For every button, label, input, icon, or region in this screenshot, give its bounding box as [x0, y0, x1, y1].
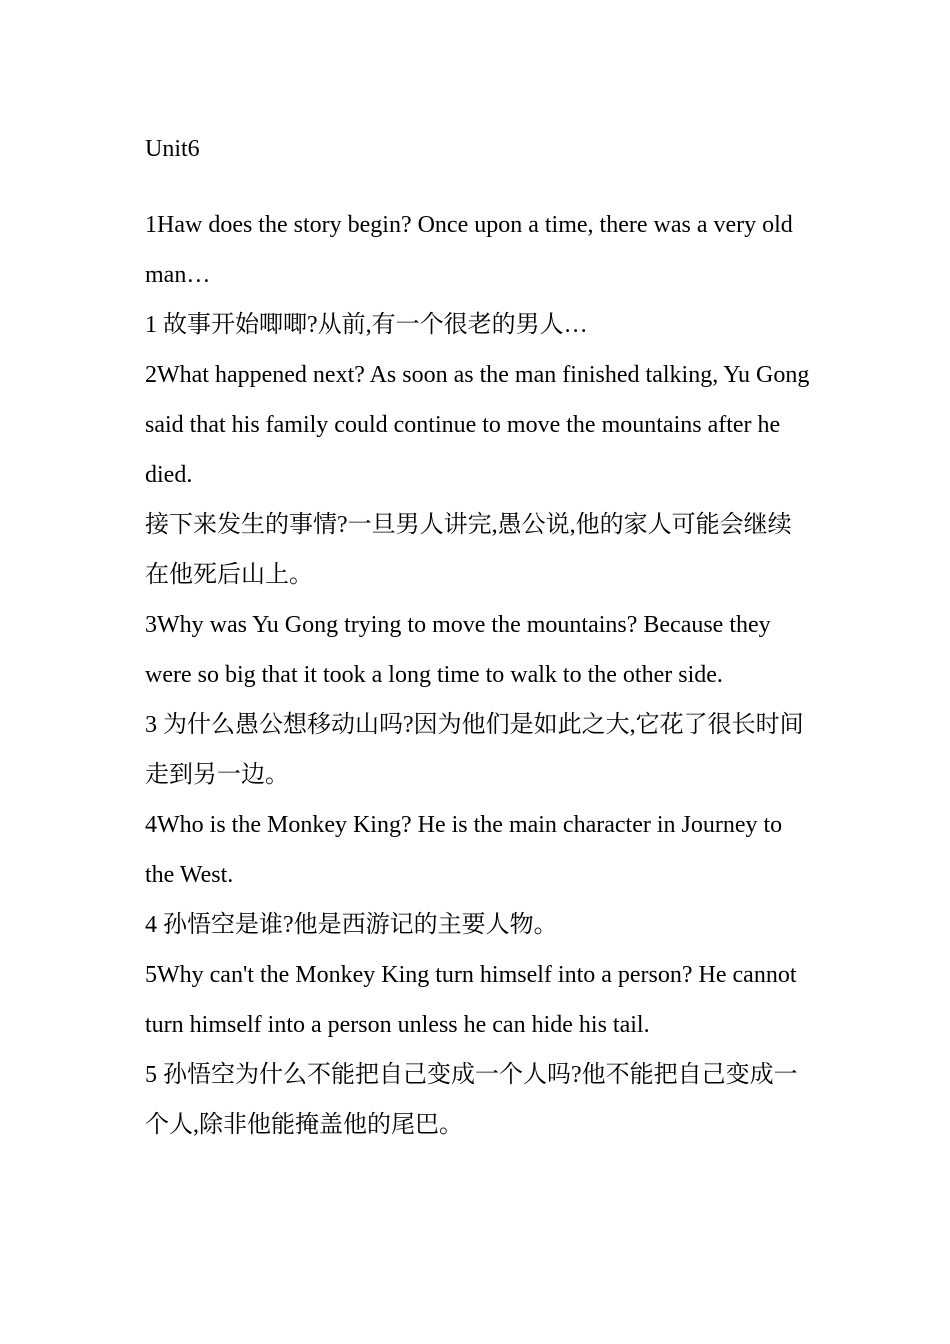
paragraph-q2-english: 2What happened next? As soon as the man finished talking, Yu Gong said that his family could continue to move the mountains after he died. [145, 362, 810, 488]
paragraph-q4-english: 4Who is the Monkey King? He is the main character in Journey to the West. [145, 812, 783, 888]
document-title: Unit6 [145, 136, 200, 162]
document-body [145, 124, 810, 1150]
paragraph-q2-chinese: 接下来发生的事情?一旦男人讲完,愚公说,他的家人可能会继续在他死后山上。 [145, 512, 792, 588]
paragraph-q4-chinese: 4 孙悟空是谁?他是西游记的主要人物。 [145, 912, 558, 938]
paragraph-q5-chinese: 5 孙悟空为什么不能把自己变成一个人吗?他不能把自己变成一个人,除非他能掩盖他的尾巴。 [145, 1062, 798, 1138]
paragraph-q5-english: 5Why can't the Monkey King turn himself into a person? He cannot turn himself into a person unless he can hide his tail. [145, 962, 797, 1038]
paragraph-q3-english: 3Why was Yu Gong trying to move the mountains? Because they were so big that it took a long time to walk to the other side. [145, 612, 771, 688]
paragraph-q1-chinese: 1 故事开始唧唧?从前,有一个很老的男人… [145, 312, 588, 338]
paragraph-q3-chinese: 3 为什么愚公想移动山吗?因为他们是如此之大,它花了很长时间走到另一边。 [145, 712, 804, 788]
paragraph-q1-english: 1Haw does the story begin? Once upon a time, there was a very old man… [145, 212, 793, 288]
